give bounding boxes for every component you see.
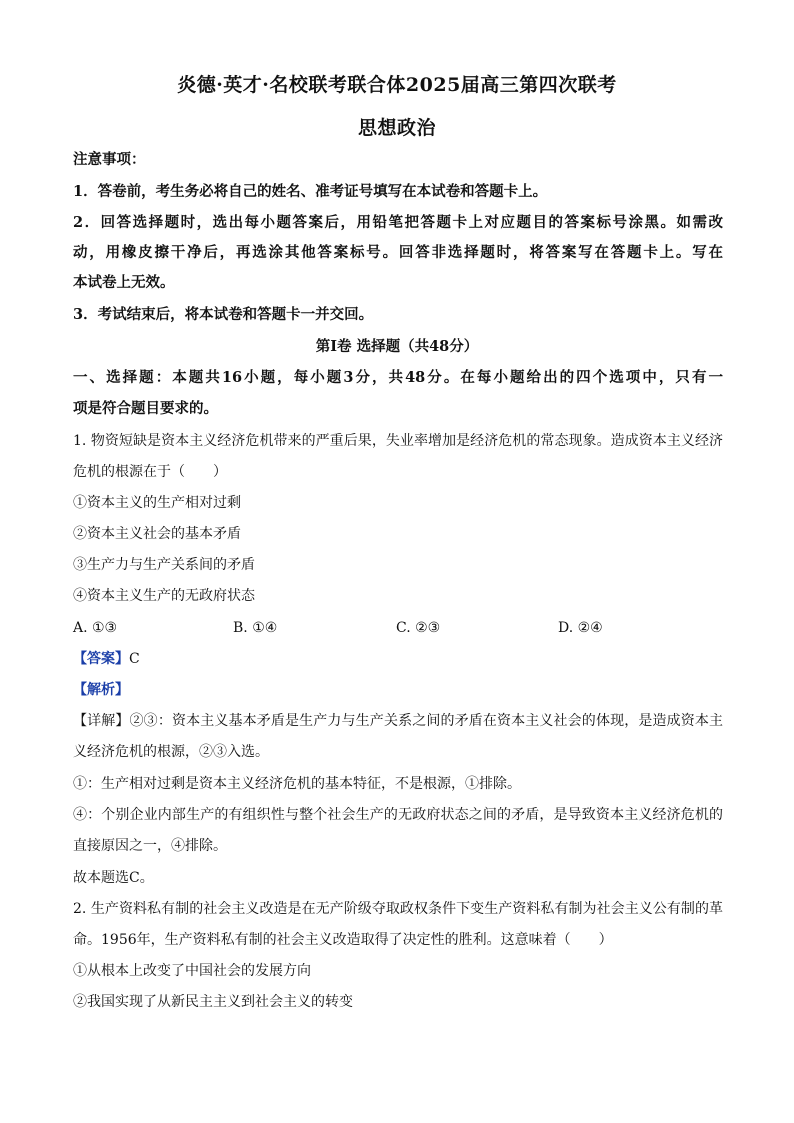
answer-value: C bbox=[129, 651, 140, 667]
q1-statement: ①资本主义的生产相对过剩 bbox=[73, 495, 241, 511]
notice-heading: 注意事项： bbox=[73, 151, 146, 168]
q2-statement: ②我国实现了从新民主主义到社会主义的转变 bbox=[73, 994, 353, 1010]
q1-analysis-line bbox=[73, 680, 723, 700]
section-title: 第Ⅰ卷 选择题（共48分） bbox=[315, 338, 479, 355]
q1-detail-text: ①：生产相对过剩是资本主义经济危机的基本特征，不是根源，①排除。 bbox=[73, 776, 521, 792]
section-instruction: 项是符合题目要求的。 bbox=[73, 400, 218, 417]
notice-item: 1．答卷前，考生务必将自己的姓名、准考证号填写在本试卷和答题卡上。 bbox=[73, 183, 548, 200]
question-2-stem: 2. 生产资料私有制的社会主义改造是在无产阶级夺取政权条件下变生产资料私有制为社会主义公有制的革 bbox=[73, 901, 723, 917]
answer-tag: 【答案】 bbox=[73, 651, 129, 667]
question-1-stem: 危机的根源在于（ ） bbox=[73, 464, 227, 480]
q1-statement: ②资本主义社会的基本矛盾 bbox=[73, 526, 241, 542]
q1-statement: ③生产力与生产关系间的矛盾 bbox=[73, 557, 255, 573]
q1-detail-text: 义经济危机的根源，②③入选。 bbox=[73, 744, 269, 760]
q1-detail-line bbox=[73, 711, 723, 731]
notice-item: 2．回答选择题时，选出每小题答案后，用铅笔把答题卡上对应题目的答案标号涂黑。如需改 bbox=[73, 214, 723, 231]
analysis-tag: 【解析】 bbox=[73, 682, 129, 698]
subject-title: 思想政治 bbox=[357, 117, 436, 139]
question-1-stem: 1. 物资短缺是资本主义经济危机带来的严重后果，失业率增加是经济危机的常态现象。造成资本主义经济 bbox=[73, 433, 723, 449]
section-instruction: 一、选择题：本题共16小题，每小题3分，共48分。在每小题给出的四个选项中，只有一 bbox=[73, 369, 723, 386]
notice-item: 动，用橡皮擦干净后，再选涂其他答案标号。回答非选择题时，将答案写在答题卡上。写在 bbox=[73, 244, 723, 261]
question-2-stem: 命。1956年，生产资料私有制的社会主义改造取得了决定性的胜利。这意味着（ ） bbox=[73, 932, 613, 948]
notice-item: 3．考试结束后，将本试卷和答题卡一并交回。 bbox=[73, 306, 374, 323]
q1-detail-text: 直接原因之一，④排除。 bbox=[73, 838, 227, 854]
q1-statement: ④资本主义生产的无政府状态 bbox=[73, 588, 255, 604]
q2-statement: ①从根本上改变了中国社会的发展方向 bbox=[73, 963, 311, 979]
q1-option-b: B. ①④ bbox=[233, 620, 278, 636]
q1-answer-line bbox=[73, 649, 723, 669]
q1-detail-text: ④：个别企业内部生产的有组织性与整个社会生产的无政府状态之间的矛盾，是导致资本主义经济危机的 bbox=[73, 807, 723, 823]
q1-option-c: C. ②③ bbox=[396, 620, 441, 636]
exam-title: 炎德·英才·名校联考联合体2025届高三第四次联考 bbox=[177, 74, 617, 96]
detail-tag: 【详解】 bbox=[73, 713, 130, 729]
detail-text: ②③：资本主义基本矛盾是生产力与生产关系之间的矛盾在资本主义社会的体现，是造成资本主 bbox=[129, 713, 724, 729]
q1-option-a: A. ①③ bbox=[73, 620, 118, 636]
q1-option-d: D. ②④ bbox=[558, 620, 603, 636]
notice-item: 本试卷上无效。 bbox=[73, 274, 175, 291]
q1-conclusion: 故本题选C。 bbox=[73, 870, 154, 886]
